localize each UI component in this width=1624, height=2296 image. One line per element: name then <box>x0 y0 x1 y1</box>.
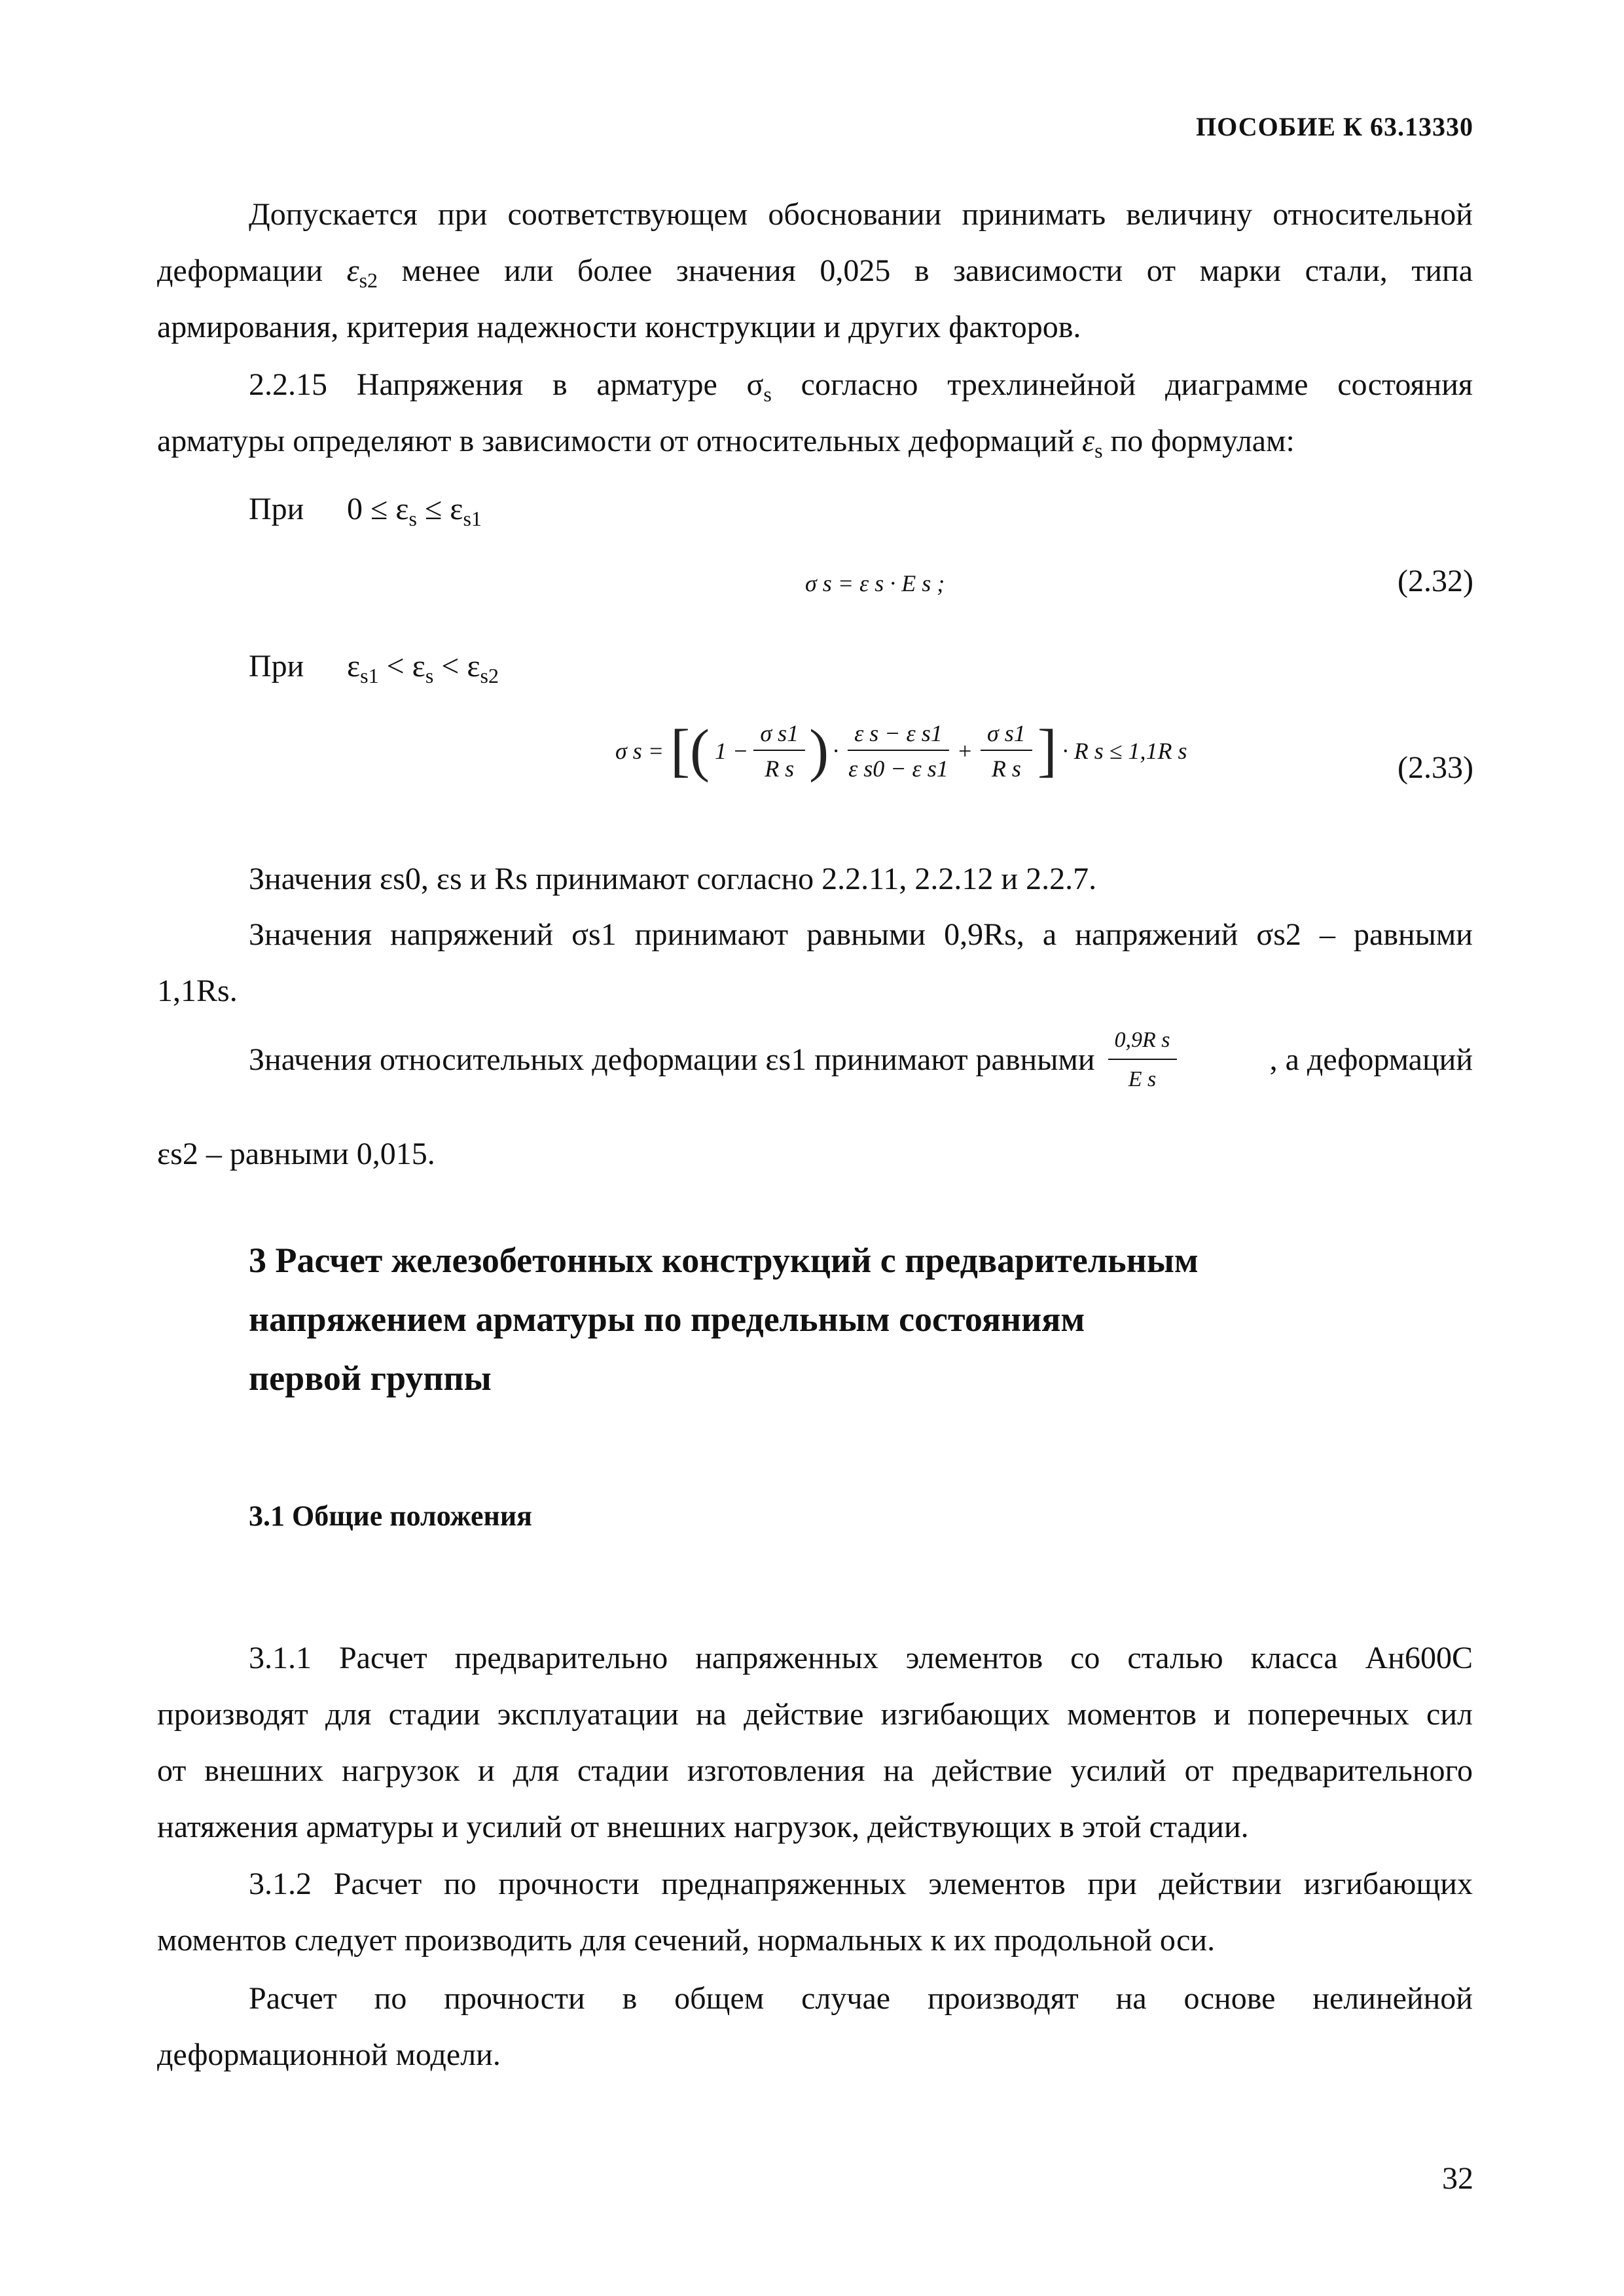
section3-line3: первой группы <box>249 1358 492 1398</box>
frac-den: ε s0 − ε s1 <box>848 755 948 782</box>
para1-line1: Допускается при соответствующем обосновании принимать величину относительной <box>249 197 1473 232</box>
paren-close: ) <box>809 718 829 783</box>
para2-line2b: по формулам: <box>1102 424 1295 458</box>
frac-den: R s <box>765 755 795 782</box>
para312-line2: моментов следует производить для сечений, нормальных к их продольной оси. <box>157 1923 1216 1958</box>
para311-line4: натяжения арматуры и усилий от внешних нагрузок, действующих в этой стадии. <box>157 1810 1249 1844</box>
paragraph-deformation-note <box>157 187 1473 355</box>
para1-line3: армирования, критерия надежности конструкции и других факторов. <box>157 310 1081 344</box>
para4-line1: Значения напряжений σs1 принимают равными 0,9Rs, а напряжений σs2 – равными <box>249 917 1473 952</box>
equation-2-32: σ s = ε s · E s ; <box>805 570 945 596</box>
para1-line2a: деформации <box>157 253 347 288</box>
bracket-close: ] <box>1037 718 1057 783</box>
plus-operator: + <box>956 737 973 764</box>
equation-number-2-32: (2.32) <box>1398 564 1473 598</box>
subscript: s1 <box>463 507 482 530</box>
document-header: ПОСОБИЕ К 63.13330 <box>1196 112 1473 141</box>
section-3-1-heading: 3.1 Общие положения <box>249 1500 532 1532</box>
para2-line1b: согласно трехлинейной диаграмме состояния <box>771 367 1473 402</box>
paragraph-values <box>157 851 1473 907</box>
subscript: s <box>425 664 434 687</box>
para311-line2: производят для стадии эксплуатации на действие изгибающих моментов и поперечных сил <box>157 1697 1473 1732</box>
eq-one-minus: 1 − <box>715 737 749 764</box>
condition-label: При <box>249 492 304 526</box>
paragraph-strains <box>157 1025 1473 1095</box>
eq-tail: · R s ≤ 1,1R s <box>1062 737 1187 764</box>
subscript: s2 <box>480 664 499 687</box>
epsilon-symbol: ε <box>1082 424 1095 458</box>
epsilon-symbol: ε <box>346 253 359 288</box>
fraction-sigma-r-2 <box>981 720 1032 782</box>
para2-line1: 2.2.15 Напряжения в арматуре σ <box>249 367 764 402</box>
subscript: s <box>1094 439 1103 462</box>
bracket-open: [( <box>670 718 710 783</box>
subscript: s2 <box>359 268 378 292</box>
para5-text-b: , а деформаций <box>1269 1042 1473 1077</box>
frac-num: σ s1 <box>753 720 805 751</box>
paragraph-2-2-15 <box>157 357 1473 469</box>
condition-expr: < ε <box>433 649 480 683</box>
equation-number-2-33: (2.33) <box>1398 750 1473 785</box>
para5-text-a: Значения относительных деформации εs1 принимают равными <box>249 1042 1095 1077</box>
para313-line1: Расчет по прочности в общем случае производят на основе нелинейной <box>249 1981 1473 2016</box>
para2-line2: арматуры определяют в зависимости от относительных деформаций <box>157 424 1083 458</box>
paragraph-3-1-2 <box>157 1856 1473 1969</box>
section3-line2: напряжением арматуры по предельным состояниям <box>249 1300 1085 1339</box>
frac-num: σ s1 <box>981 720 1032 751</box>
frac-num: ε s − ε s1 <box>848 720 949 751</box>
para1-line2b: менее или более значения 0,025 в зависимости от марки стали, типа <box>378 253 1473 288</box>
condition-expr: ε <box>347 649 361 683</box>
paragraph-stresses <box>157 907 1473 1019</box>
para311-line1: 3.1.1 Расчет предварительно напряженных элементов со сталью класса Ан600С <box>249 1641 1473 1675</box>
paragraph-general-case <box>157 1971 1473 2083</box>
para5-line2: εs2 – равными 0,015. <box>157 1137 435 1171</box>
fraction-sigma-r <box>753 720 805 782</box>
para313-line2: деформационной модели. <box>157 2037 501 2072</box>
para4-line2: 1,1Rs. <box>157 974 238 1008</box>
paragraph-3-1-1 <box>157 1630 1473 1855</box>
section3-line1: 3 Расчет железобетонных конструкций с предварительным <box>249 1241 1199 1280</box>
condition-label: При <box>249 649 304 683</box>
subscript: s <box>408 507 417 530</box>
fraction-0-9rs-es <box>1108 1025 1177 1095</box>
para311-line3: от внешних нагрузок и для стадии изготовления на действие усилий от предварительного <box>157 1753 1473 1788</box>
subscript: s1 <box>360 664 379 687</box>
frac-den: R s <box>991 755 1021 782</box>
condition-2 <box>249 648 499 687</box>
eq-lhs: σ s = <box>615 737 664 764</box>
frac-num: 0,9R s <box>1108 1025 1177 1060</box>
condition-1 <box>249 491 482 530</box>
dot-operator: · <box>833 737 839 764</box>
frac-den: E s <box>1128 1067 1157 1091</box>
section-3-heading <box>249 1231 1427 1408</box>
condition-expr: 0 ≤ ε <box>347 492 409 526</box>
condition-expr: ≤ ε <box>416 492 463 526</box>
condition-expr: < ε <box>378 649 425 683</box>
paragraph-strains-line2 <box>157 1126 1473 1182</box>
equation-2-33 <box>615 717 1187 784</box>
para312-line1: 3.1.2 Расчет по прочности преднапряженных элементов при действии изгибающих <box>249 1867 1473 1901</box>
subscript: s <box>763 382 772 406</box>
fraction-strain <box>848 720 949 782</box>
para3-text: Значения εs0, εs и Rs принимают согласно 2.2.11, 2.2.12 и 2.2.7. <box>249 862 1097 896</box>
page-number: 32 <box>1442 2161 1473 2196</box>
